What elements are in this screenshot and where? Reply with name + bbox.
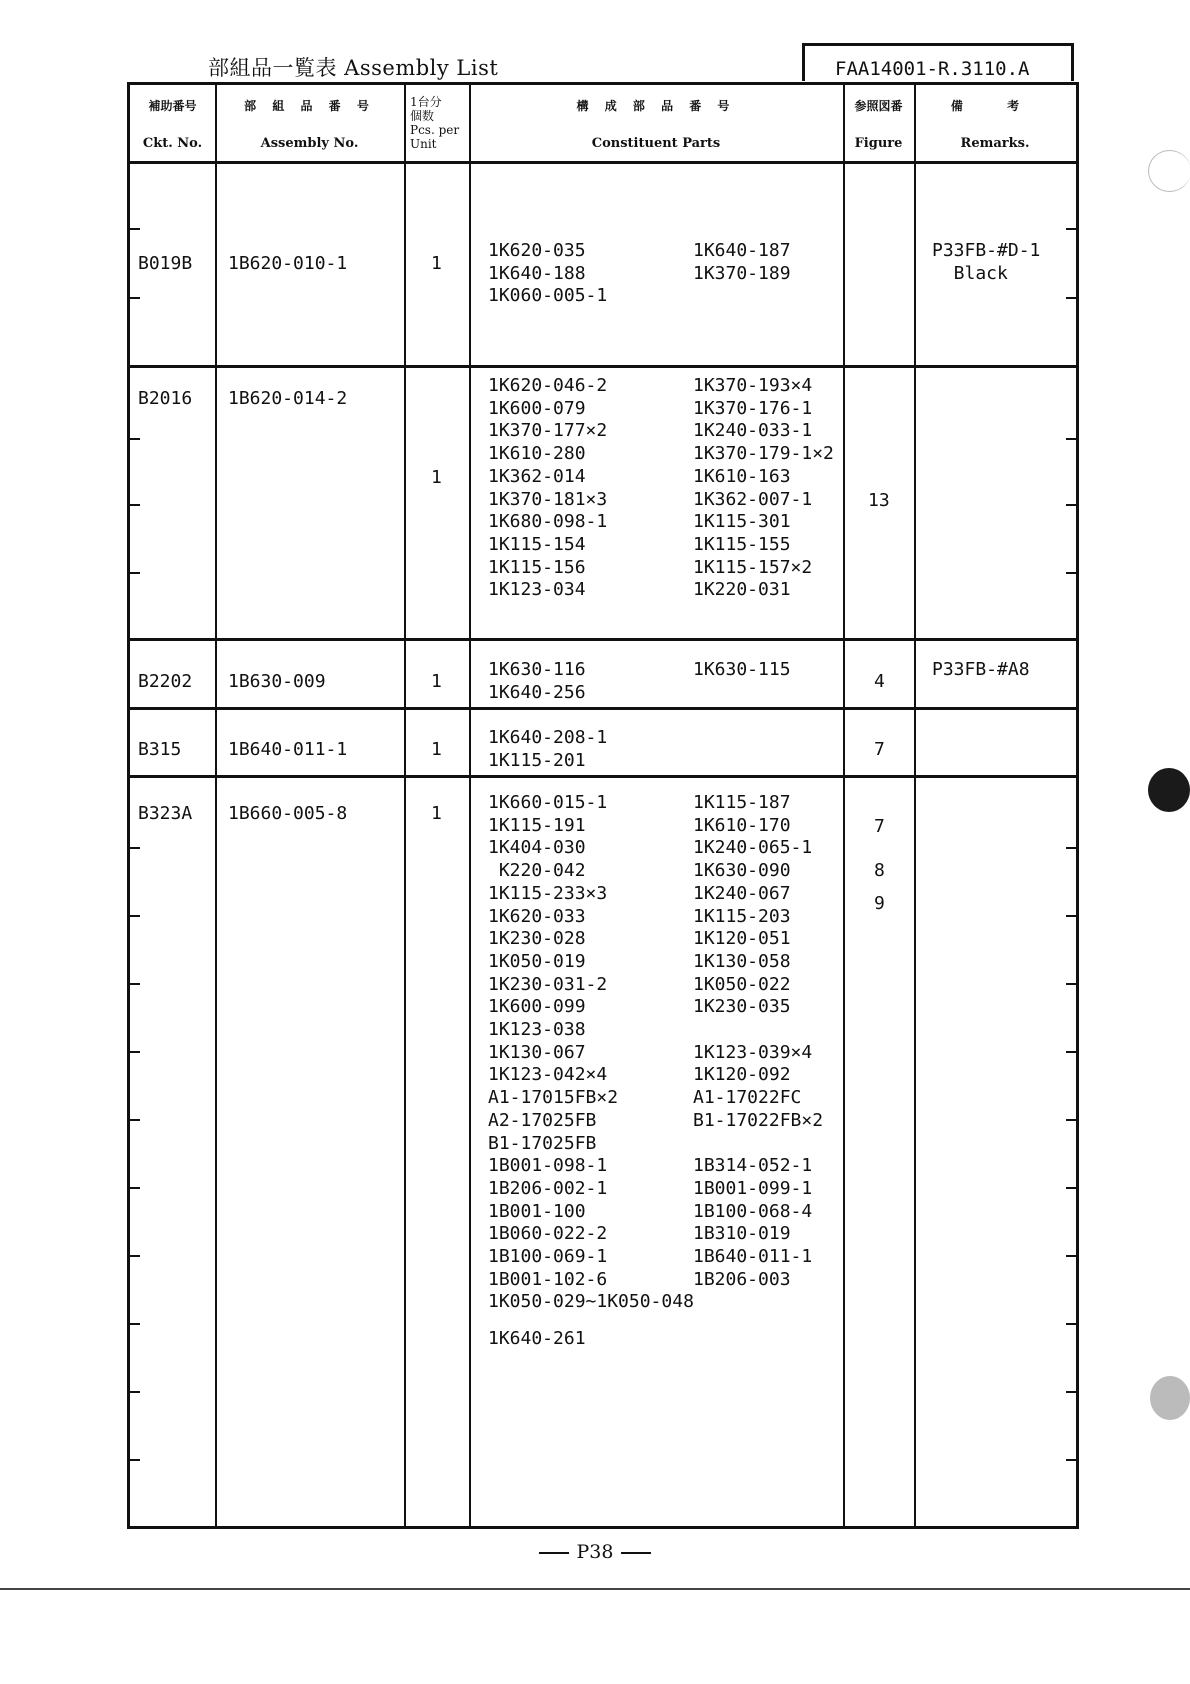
part-number: A2-17025FB: [488, 1109, 597, 1131]
margin-tick: [130, 1051, 140, 1053]
pcs-per-unit: 1: [431, 253, 442, 274]
footer-dash-left: [539, 1552, 569, 1554]
part-number: 1K240-065-1: [693, 837, 813, 859]
assembly-table: [127, 82, 1079, 1529]
part-number: 1K230-035: [693, 996, 791, 1018]
margin-tick: [1066, 1119, 1076, 1121]
part-number: 1B001-102-6: [488, 1268, 608, 1290]
margin-tick: [130, 504, 140, 506]
remarks: P33FB-#A8: [932, 659, 1030, 680]
part-number: 1K060-005-1: [488, 285, 608, 307]
margin-tick: [130, 1323, 140, 1325]
assembly-no: 1B620-010-1: [228, 253, 348, 274]
part-number: 1B001-099-1: [693, 1177, 813, 1199]
part-number: 1K362-014: [488, 465, 586, 487]
margin-tick: [1066, 504, 1076, 506]
part-number: 1B206-002-1: [488, 1177, 608, 1199]
margin-tick: [130, 1119, 140, 1121]
column-divider: [843, 85, 845, 1526]
part-number: K220-042: [488, 860, 586, 882]
part-number: 1K123-042×4: [488, 1064, 608, 1086]
figure-ref: 9: [874, 893, 885, 914]
part-number: B1-17022FB×2: [693, 1109, 824, 1131]
margin-tick: [1066, 297, 1076, 299]
part-number: 1K130-067: [488, 1041, 586, 1063]
part-number: 1K115-301: [693, 511, 791, 533]
part-number: 1K600-079: [488, 397, 586, 419]
part-number: 1K115-233×3: [488, 882, 608, 904]
part-number: 1K220-031: [693, 579, 791, 601]
constituent-part-extra: 1K640-261: [488, 1328, 586, 1349]
part-number: 1K610-163: [693, 465, 791, 487]
part-number: 1K240-067: [693, 882, 791, 904]
header-constituent-parts: 構 成 部 品 番 号 Constituent Parts: [576, 99, 736, 151]
page-number: P38: [576, 1541, 614, 1563]
document-number: FAA14001-R.3110.A: [802, 43, 1074, 81]
constituent-parts-left: [488, 659, 586, 704]
part-number: 1K660-015-1: [488, 792, 608, 813]
part-number: 1K115-191: [488, 814, 586, 836]
figure-ref: 4: [874, 671, 885, 692]
pcs-per-unit: 1: [431, 739, 442, 760]
part-number: 1K640-256: [488, 681, 586, 703]
figure-ref: 7: [874, 739, 885, 760]
part-number: 1K050-019: [488, 950, 586, 972]
row-divider: [130, 365, 1076, 368]
part-number: 1B100-068-4: [693, 1200, 813, 1222]
part-number: A1-17022FC: [693, 1087, 802, 1109]
part-number: 1B206-003: [693, 1268, 791, 1290]
part-number: 1K115-157×2: [693, 556, 813, 578]
part-number: B1-17025FB: [488, 1132, 597, 1154]
header-ckt: 補助番号 Ckt. No.: [142, 99, 203, 151]
constituent-parts-right: [693, 792, 823, 1291]
binder-hole-mark: [1148, 150, 1190, 192]
ckt-no: B2016: [138, 388, 193, 409]
remarks: P33FB-#D-1 Black: [932, 240, 1041, 284]
part-number: 1K115-155: [693, 533, 791, 555]
margin-tick: [1066, 1391, 1076, 1393]
part-number: 1K600-099: [488, 996, 586, 1018]
row-divider: [130, 161, 1076, 164]
margin-tick: [130, 1187, 140, 1189]
constituent-parts-left: [488, 727, 607, 772]
column-divider: [914, 85, 916, 1526]
margin-tick: [1066, 983, 1076, 985]
part-number: 1B001-100: [488, 1200, 586, 1222]
ckt-no: B323A: [138, 803, 193, 824]
pcs-per-unit: 1: [431, 671, 442, 692]
margin-tick: [1066, 1323, 1076, 1325]
part-number: 1K630-115: [693, 659, 791, 680]
margin-tick: [1066, 1459, 1076, 1461]
margin-tick: [1066, 1255, 1076, 1257]
part-number: 1B310-019: [693, 1223, 791, 1245]
part-number: [693, 1133, 823, 1156]
margin-tick: [1066, 1051, 1076, 1053]
column-divider: [469, 85, 471, 1526]
assembly-no: 1B630-009: [228, 671, 326, 692]
row-divider: [130, 775, 1076, 778]
part-number: 1K370-176-1: [693, 397, 813, 419]
part-number: 1K115-187: [693, 792, 791, 813]
margin-tick: [130, 228, 140, 230]
margin-tick: [130, 1255, 140, 1257]
bottom-rule: [0, 1588, 1190, 1590]
part-number: 1K120-051: [693, 928, 791, 950]
constituent-parts-left: [488, 792, 694, 1314]
assembly-no: 1B660-005-8: [228, 803, 348, 824]
part-number: 1K640-188: [488, 262, 586, 284]
part-number: 1K115-203: [693, 905, 791, 927]
part-number: 1K115-154: [488, 533, 586, 555]
part-number: 1K620-035: [488, 240, 586, 261]
row-divider: [130, 707, 1076, 710]
part-number: 1K610-170: [693, 814, 791, 836]
constituent-parts-right: [693, 659, 791, 682]
assembly-no: 1B640-011-1: [228, 739, 348, 760]
header-assembly: 部 組 品 番 号 Assembly No.: [244, 99, 375, 151]
margin-tick: [1066, 1187, 1076, 1189]
part-number: 1K610-280: [488, 443, 586, 465]
margin-tick: [130, 847, 140, 849]
part-number: 1B640-011-1: [693, 1246, 813, 1268]
footer-dash-right: [621, 1552, 651, 1554]
part-number: 1B314-052-1: [693, 1155, 813, 1177]
part-number: 1K370-189: [693, 262, 791, 284]
column-divider: [215, 85, 217, 1526]
part-number: [693, 1019, 823, 1042]
margin-tick: [130, 983, 140, 985]
part-number: 1K123-034: [488, 579, 586, 601]
margin-tick: [130, 438, 140, 440]
constituent-parts-right: [693, 375, 834, 602]
part-number: 1K230-028: [488, 928, 586, 950]
part-number: 1K680-098-1: [488, 511, 608, 533]
ckt-no: B315: [138, 739, 182, 760]
margin-tick: [130, 1459, 140, 1461]
header-remarks: 備 考 Remarks.: [950, 99, 1040, 151]
margin-tick: [1066, 572, 1076, 574]
page-title: 部組品一覧表 Assembly List: [208, 56, 499, 80]
part-number: 1K115-201: [488, 749, 586, 771]
part-number: 1K404-030: [488, 837, 586, 859]
part-number: 1K620-046-2: [488, 375, 608, 396]
margin-tick: [1066, 915, 1076, 917]
part-number: 1K123-038: [488, 1019, 586, 1041]
part-number: A1-17015FB×2: [488, 1087, 619, 1109]
header-figure: 参照図番 Figure: [854, 99, 903, 151]
binder-hole-mark: [1150, 1376, 1190, 1420]
constituent-parts-left: [488, 240, 607, 308]
margin-tick: [130, 572, 140, 574]
part-number: 1K120-092: [693, 1064, 791, 1086]
page-footer: [0, 1541, 1190, 1563]
part-number: 1K370-177×2: [488, 420, 608, 442]
part-number: 1K230-031-2: [488, 973, 608, 995]
figure-ref: 13: [868, 490, 890, 511]
ckt-no: B019B: [138, 253, 193, 274]
part-number: 1K050-029~1K050-048: [488, 1291, 694, 1313]
part-number: 1K130-058: [693, 950, 791, 972]
margin-tick: [1066, 438, 1076, 440]
part-number: 1K050-022: [693, 973, 791, 995]
part-number: 1K630-090: [693, 860, 791, 882]
part-number: 1K640-208-1: [488, 727, 608, 748]
constituent-parts-left: [488, 375, 607, 602]
part-number: 1B001-098-1: [488, 1155, 608, 1177]
part-number: 1K362-007-1: [693, 488, 813, 510]
figure-ref: 7: [874, 816, 885, 837]
part-number: 1K115-156: [488, 556, 586, 578]
margin-tick: [130, 297, 140, 299]
part-number: 1K123-039×4: [693, 1041, 813, 1063]
part-number: 1K240-033-1: [693, 420, 813, 442]
pcs-per-unit: 1: [431, 803, 442, 824]
ckt-no: B2202: [138, 671, 193, 692]
part-number: 1K370-181×3: [488, 488, 608, 510]
margin-tick: [1066, 228, 1076, 230]
column-divider: [404, 85, 406, 1526]
row-divider: [130, 638, 1076, 641]
constituent-parts-right: [693, 240, 791, 285]
margin-tick: [130, 1391, 140, 1393]
margin-tick: [1066, 847, 1076, 849]
part-number: 1K640-187: [693, 240, 791, 261]
part-number: 1B100-069-1: [488, 1246, 608, 1268]
part-number: 1K370-193×4: [693, 375, 813, 396]
part-number: 1K630-116: [488, 659, 586, 680]
part-number: 1K620-033: [488, 905, 586, 927]
binder-hole-mark: [1148, 768, 1190, 812]
pcs-per-unit: 1: [431, 467, 442, 488]
part-number: 1K370-179-1×2: [693, 443, 834, 465]
header-pcs: 1台分 個数 Pcs. per Unit: [410, 95, 460, 151]
margin-tick: [130, 915, 140, 917]
part-number: 1B060-022-2: [488, 1223, 608, 1245]
figure-ref: 8: [874, 860, 885, 881]
assembly-no: 1B620-014-2: [228, 388, 348, 409]
